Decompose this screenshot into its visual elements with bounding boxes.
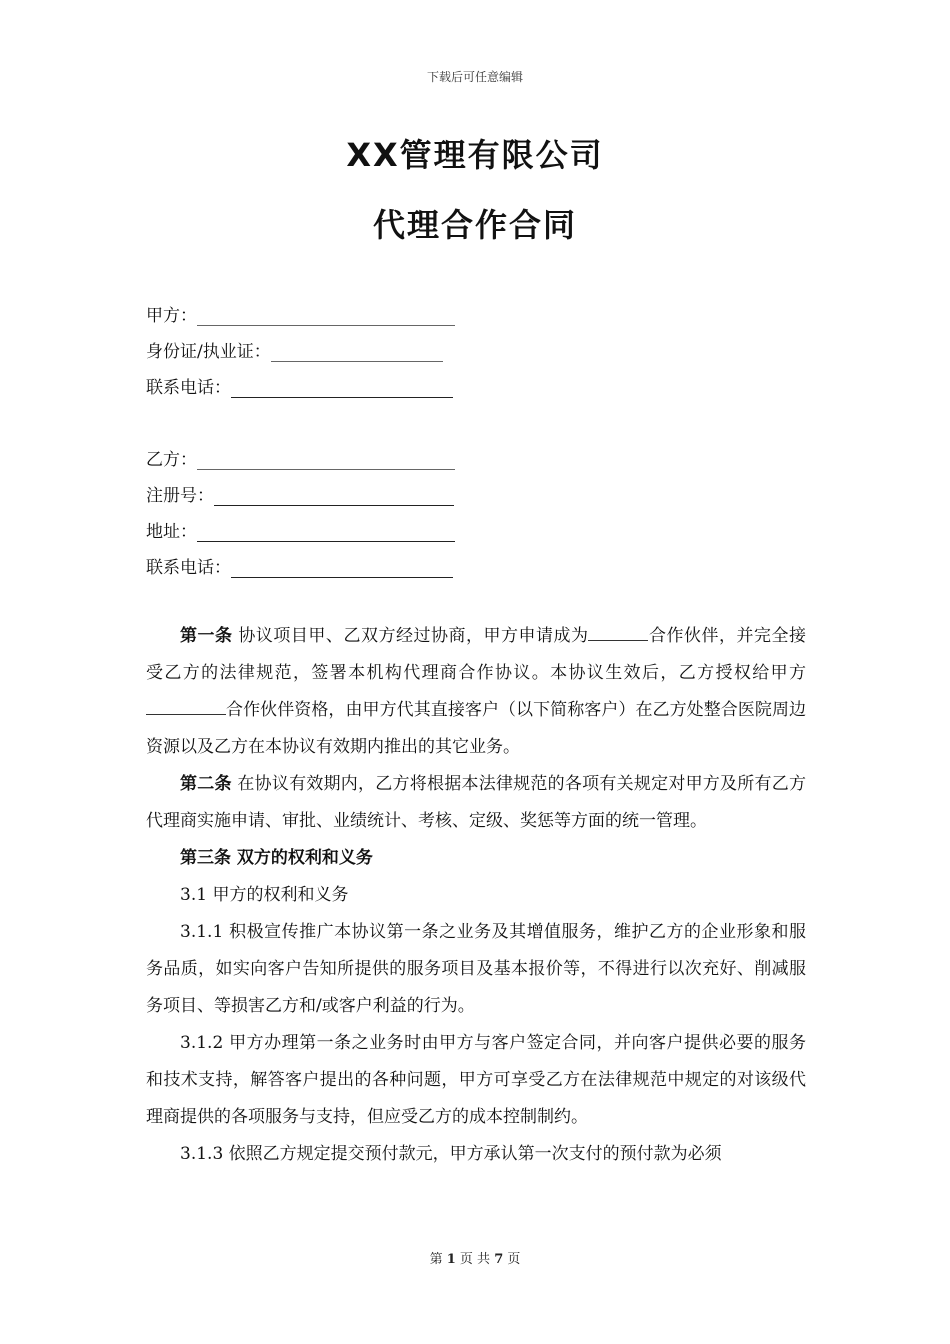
- section-3-1-3: 3.1.3 依照乙方规定提交预付款元，甲方承认第一次支付的预付款为必须: [180, 1144, 722, 1164]
- footer-mid: 页 共: [455, 1252, 495, 1267]
- party-b-reg-blank: [214, 485, 454, 506]
- party-b-phone-label: 联系电话：: [146, 558, 231, 578]
- party-b-reg-field: [146, 480, 454, 506]
- current-page-number: 1: [446, 1252, 456, 1267]
- party-b-address-blank: [197, 521, 455, 542]
- clause-3-heading: 第三条 双方的权利和义务: [180, 848, 373, 868]
- party-b-reg-label: 注册号：: [146, 486, 214, 506]
- clause-1-text-a: 协议项目甲、乙双方经过协商，甲方申请成为: [232, 626, 589, 646]
- party-b-name-blank: [197, 449, 455, 470]
- party-a-name-label: 甲方：: [146, 306, 197, 326]
- footer-prefix: 第: [429, 1252, 447, 1267]
- party-b-name-field: [146, 444, 455, 470]
- header-note: 下载后可任意编辑: [426, 70, 523, 84]
- party-a-id-label: 身份证/执业证：: [146, 342, 271, 362]
- party-a-name-blank: [197, 305, 455, 326]
- clause-1-text-c: 合作伙伴资格，由甲方代其直接客户（以下简称客户）在乙方处整合医院周边资源以及乙方在本协议有效期内推出的其它业务。: [146, 700, 806, 757]
- partner-type-blank: [588, 622, 648, 641]
- party-b-address-label: 地址：: [146, 522, 197, 542]
- party-a-id-field: [146, 336, 443, 362]
- party-b-phone-field: [146, 552, 453, 578]
- party-b-phone-blank: [231, 557, 453, 578]
- section-3-1-2: 3.1.2 甲方办理第一条之业务时由甲方与客户签定合同，并向客户提供必要的服务和技术支持，解答客户提出的各种问题，甲方可享受乙方在法律规范中规定的对该级代理商提供的各项服务与支持，但应受乙方的成本控制制约。: [146, 1033, 806, 1127]
- clause-1: [146, 618, 806, 766]
- party-a-name-field: [146, 300, 455, 326]
- party-a-phone-field: [146, 372, 453, 398]
- party-a-phone-blank: [231, 377, 453, 398]
- clause-2: [146, 766, 806, 840]
- party-b-name-label: 乙方：: [146, 450, 197, 470]
- clause-1-heading: 第一条: [180, 626, 233, 646]
- contract-body: [146, 618, 806, 1173]
- party-b-address-field: [146, 516, 455, 542]
- section-3-1-1: 3.1.1 积极宣传推广本协议第一条之业务及其增值服务，维护乙方的企业形象和服务品质，如实向客户告知所提供的服务项目及基本报价等，不得进行以次充好、削减服务项目、等损害乙方和/或客户利益的行为。: [146, 922, 806, 1016]
- party-a-id-blank: [271, 341, 443, 362]
- partner-qualification-blank: [146, 696, 226, 715]
- party-a-phone-label: 联系电话：: [146, 378, 231, 398]
- footer-suffix: 页: [503, 1252, 521, 1267]
- contract-title: 代理合作合同: [372, 206, 577, 244]
- clause-2-heading: 第二条: [180, 774, 232, 794]
- page-footer: [0, 1248, 950, 1267]
- total-page-count: 7: [494, 1252, 504, 1267]
- clause-1-text-b: 合作伙伴，并完全接受乙方的法律规范，签署本机构代理商合作协议。本协议生效后，乙方授权给甲方: [146, 626, 807, 683]
- company-title: XX管理有限公司: [346, 136, 604, 174]
- clause-2-text: 在协议有效期内，乙方将根据本法律规范的各项有关规定对甲方及所有乙方代理商实施申请、审批、业绩统计、考核、定级、奖惩等方面的统一管理。: [146, 774, 806, 831]
- section-3-1: 3.1 甲方的权利和义务: [180, 885, 349, 905]
